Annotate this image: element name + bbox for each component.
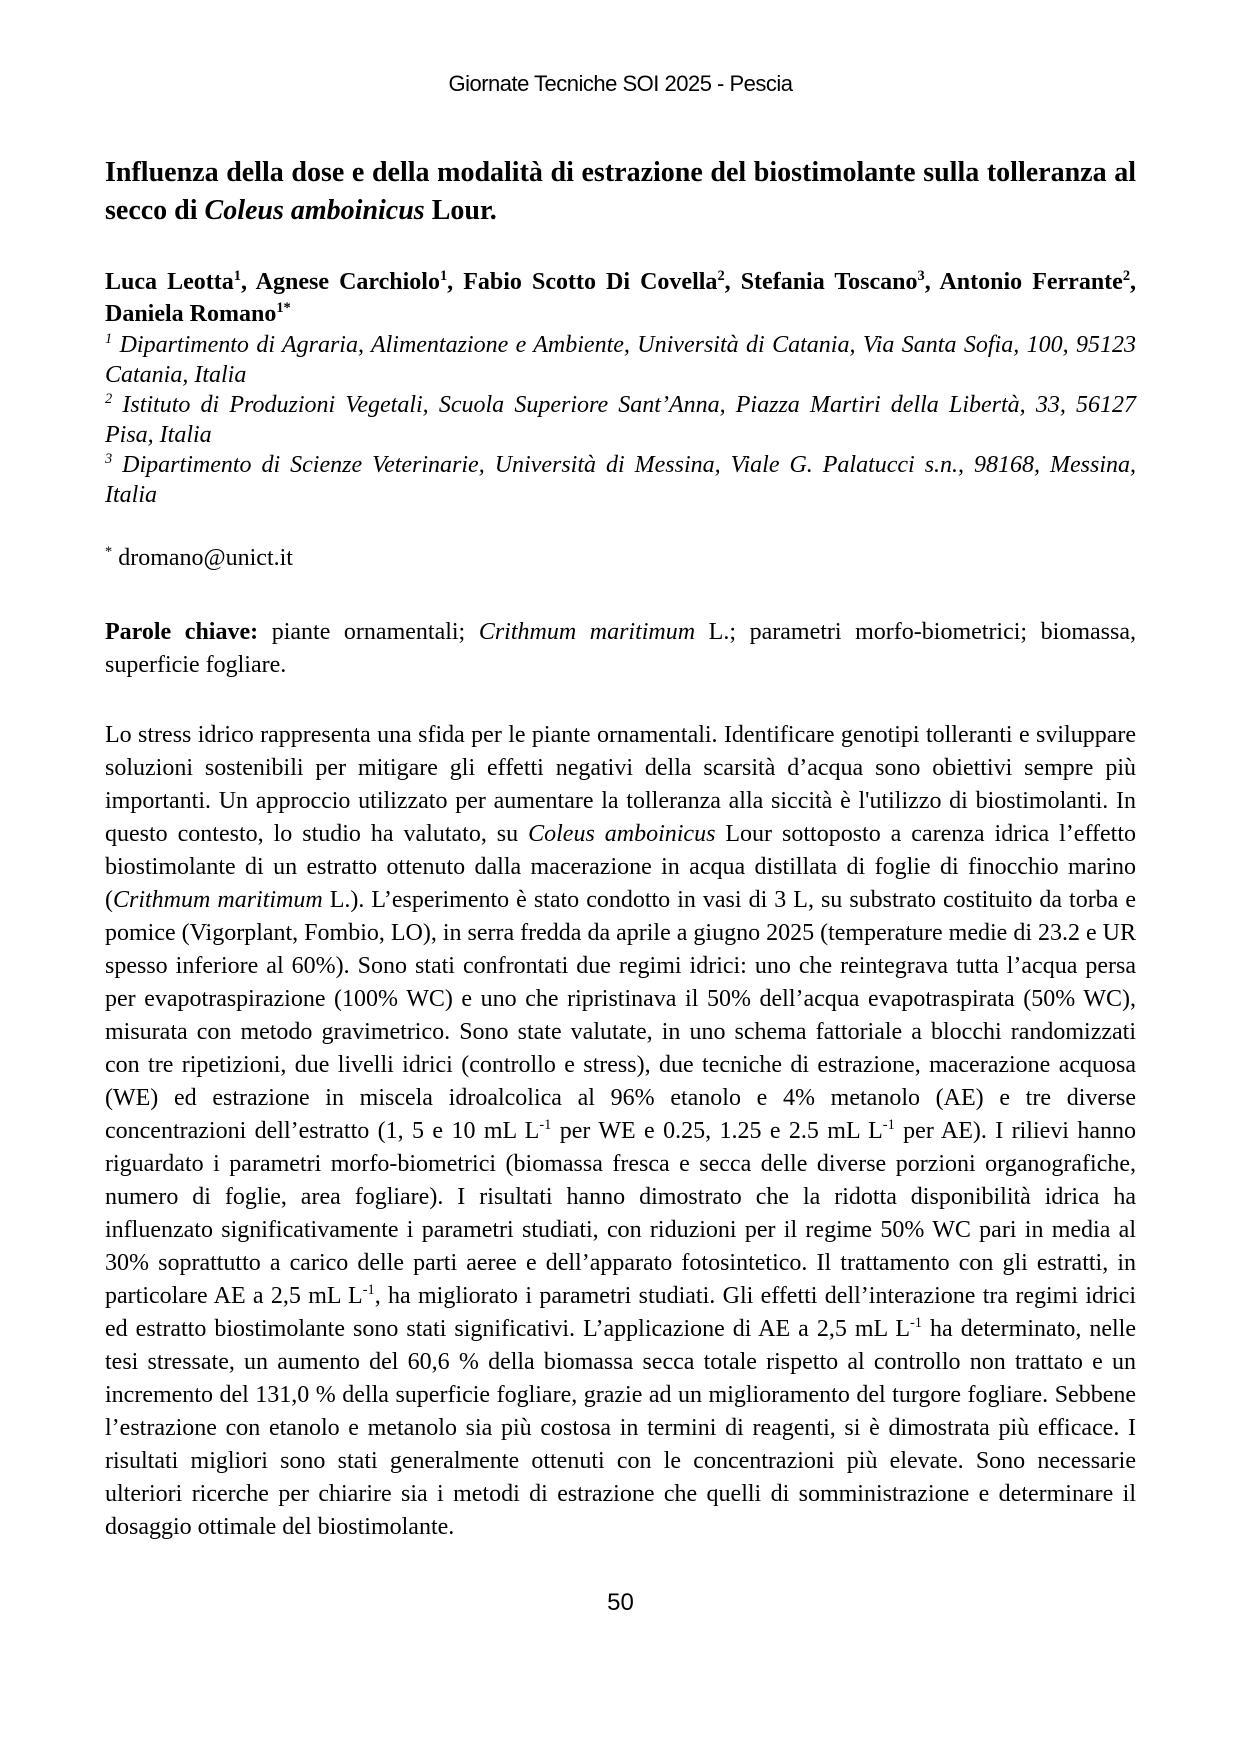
corresponding-author-email: * dromano@unict.it [105, 544, 293, 571]
affiliations-block [105, 330, 1136, 510]
affiliation-2: $^2$ Istituto di Produzioni Vegetali, Scuola Superiore Sant’Anna, Piazza Martiri della Libertà, 33, 56127 Pisa, Italia [105, 391, 1136, 448]
journal-header: Giornate Tecniche SOI 2025 - Pescia [448, 71, 793, 96]
authors-line: Luca Leotta$^1$, Agnese Carchiolo$^1$, Fabio Scotto Di Covella$^2$, Stefania Toscano$^3$, Antonio Ferrante$^2$, Daniela Romano$^{1*}$ [105, 268, 1137, 327]
article-title: Influenza della dose e della modalità di estrazione del biostimolante sulla tolleranza al secco di Coleus amboinicus Lour. [105, 157, 1136, 226]
affiliation-3: $^3$ Dipartimento di Scienze Veterinarie, Università di Messina, Viale G. Palatucci s.n., 98168, Messina, Italia [105, 451, 1136, 508]
abstract-paragraph: Lo stress idrico rappresenta una sfida per le piante ornamentali. Identificare genotipi tolleranti e sviluppare soluzioni sostenibili per mitigare gli effetti negativi della scarsità d’acqua sono obiettivi sempre più importanti. Un approccio utilizzato per aumentare la tolleranza alla siccità è l'utilizzo di biostimolanti. In questo contesto, lo studio ha valutato, su Coleus amboinicus Lour sottoposto a carenza idrica l’effetto biostimolante di un estratto ottenuto dalla macerazione in acqua distillata di foglie di finocchio marino (Crithmum maritimum L.). L’esperimento è stato condotto in vasi di 3 L, su substrato costituito da torba e pomice (Vigorplant, Fombio, LO), in serra fredda da aprile a giugno 2025 (temperature medie di 23.2 e UR spesso inferiore al 60%). Sono stati confrontati due regimi idrici: uno che reintegrava tutta l’acqua persa per evapotraspirazione (100% WC) e uno che ripristinava il 50% dell’acqua evapotraspirata (50% WC), misurata con metodo gravimetrico. Sono state valutate, in uno schema fattoriale a blocchi randomizzati con tre ripetizioni, due livelli idrici (controllo e stress), due tecniche di estrazione, macerazione acquosa (WE) ed estrazione in miscela idroalcolica al 96% etanolo e 4% metanolo (AE) e tre diverse concentrazioni dell’estratto (1, 5 e 10 mL $L^{-1}$ per WE e 0.25, 1.25 e 2.5 mL $L^{-1}$ per AE). I rilievi hanno riguardato i parametri morfo-biometrici (biomassa fresca e secca delle diverse porzioni organografiche, numero di foglie, area fogliare). I risultati hanno dimostrato che la ridotta disponibilità idrica ha influenzato significativamente i parametri studiati, con riduzioni per il regime 50% WC pari in media al 30% soprattutto a carico delle parti aeree e dell’apparato fotosintetico. Il trattamento con gli estratti, in particolare AE a 2,5 mL $L^{-1}$, ha migliorato i parametri studiati. Gli effetti dell’interazione tra regimi idrici ed estratto biostimolante sono stati significativi. L’applicazione di AE a 2,5 mL $L^{-1}$ ha determinato, nelle tesi stressate, un aumento del 60,6 % della biomassa secca totale rispetto al controllo non trattato e un incremento del 131,0 % della superficie fogliare, grazie ad un miglioramento del turgore fogliare. Sebbene l’estrazione con etanolo e metanolo sia più costosa in termini di reagenti, si è dimostrata più efficace. I risultati migliori sono stati generalmente ottenuti con le concentrazioni più elevate. Sono necessarie ulteriori ricerche per chiarire sia i metodi di estrazione che quelli di somministrazione e determinare il dosaggio ottimale del biostimolante. [105, 722, 1137, 1540]
keywords-line: Parole chiave: piante ornamentali; Crithmum maritimum L.; parametri morfo-biometrici; biomassa, superficie fogliare. [105, 619, 1136, 678]
affiliation-1: $^1$ Dipartimento di Agraria, Alimentazione e Ambiente, Università di Catania, Via Santa Sofia, 100, 95123 Catania, Italia [105, 331, 1136, 388]
page-number: 50 [607, 1589, 634, 1616]
